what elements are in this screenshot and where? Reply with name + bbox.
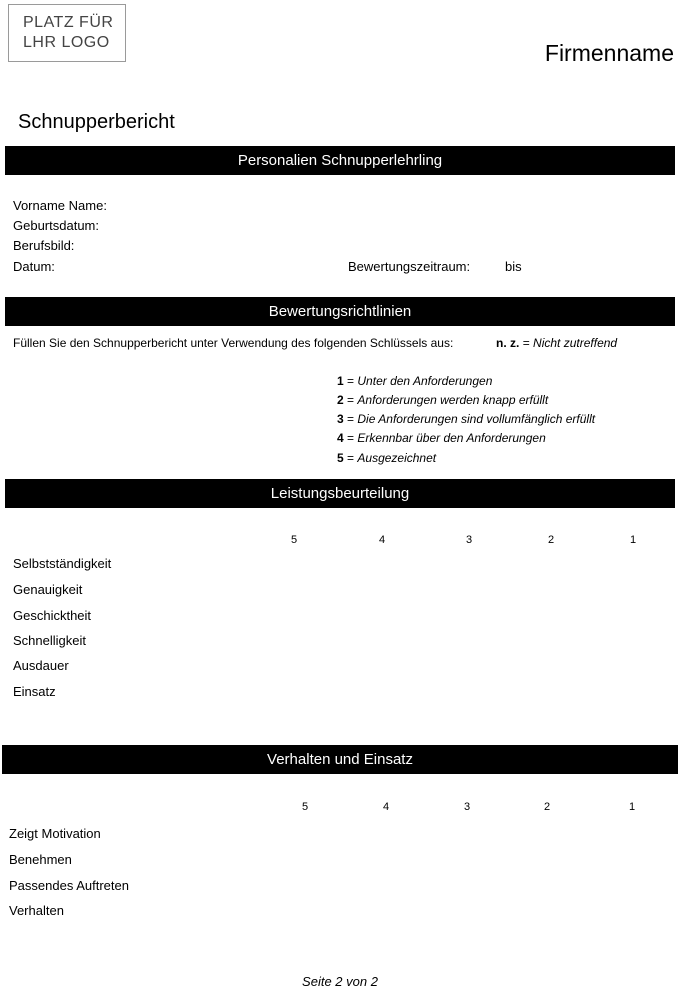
key-nz-eq: =: [522, 336, 530, 350]
key-nz-code: n. z.: [496, 336, 520, 350]
rating-column-header: 1: [629, 534, 637, 546]
criterion-label: Selbstständigkeit: [13, 556, 112, 571]
key-code: 2: [337, 393, 344, 407]
period-label: Bewertungszeitraum:: [348, 259, 471, 274]
key-eq: =: [347, 412, 355, 426]
field-date-label: Datum:: [13, 259, 55, 274]
rating-column-header: 4: [378, 534, 386, 546]
key-text: Ausgezeichnet: [357, 451, 437, 465]
document-title: Schnupperbericht: [18, 111, 175, 133]
key-code: 1: [337, 374, 344, 388]
key-eq: =: [347, 374, 355, 388]
key-text: Erkennbar über den Anforderungen: [357, 431, 546, 445]
company-name: Firmenname: [544, 40, 674, 66]
key-text: Anforderungen werden knapp erfüllt: [357, 393, 549, 407]
rating-column-header: 2: [547, 534, 555, 546]
criterion-label: Geschicktheit: [13, 608, 92, 623]
criterion-label: Benehmen: [9, 852, 72, 867]
criterion-label: Verhalten: [9, 903, 64, 918]
key-eq: =: [347, 451, 355, 465]
section-heading-behavior: Verhalten und Einsatz: [2, 745, 678, 774]
criterion-label: Genauigkeit: [13, 582, 83, 597]
section-heading-personal: Personalien Schnupperlehrling: [5, 146, 675, 175]
rating-column-header: 3: [465, 534, 473, 546]
rating-column-header: 2: [543, 801, 551, 813]
key-nz: [496, 336, 617, 350]
key-text: Die Anforderungen sind vollumfänglich erfüllt: [357, 412, 596, 426]
logo-placeholder: [8, 4, 126, 62]
criterion-label: Zeigt Motivation: [9, 826, 101, 841]
field-name-label: Vorname Name:: [13, 198, 107, 213]
key-code: 4: [337, 431, 344, 445]
key-scale-4: [337, 431, 546, 445]
rating-column-header: 5: [301, 801, 309, 813]
key-scale-2: [337, 393, 548, 407]
key-eq: =: [347, 393, 355, 407]
key-code: 5: [337, 451, 344, 465]
rating-column-header: 4: [382, 801, 390, 813]
field-birthdate-label: Geburtsdatum:: [13, 218, 99, 233]
key-eq: =: [347, 431, 355, 445]
rating-column-header: 1: [628, 801, 636, 813]
criterion-label: Passendes Auftreten: [9, 878, 129, 893]
key-nz-text: Nicht zutreffend: [533, 336, 618, 350]
rating-column-header: 5: [290, 534, 298, 546]
key-text: Unter den Anforderungen: [357, 374, 493, 388]
criterion-label: Schnelligkeit: [13, 633, 86, 648]
criterion-label: Einsatz: [13, 684, 56, 699]
section-heading-guidelines: Bewertungsrichtlinien: [5, 297, 675, 326]
section-heading-performance: Leistungsbeurteilung: [5, 479, 675, 508]
page-number: Seite 2 von 2: [302, 974, 378, 989]
period-bis-label: bis: [505, 259, 522, 274]
criterion-label: Ausdauer: [13, 658, 69, 673]
rating-column-header: 3: [463, 801, 471, 813]
guidelines-instruction: Füllen Sie den Schnupperbericht unter Verwendung des folgenden Schlüssels aus:: [13, 336, 454, 350]
key-code: 3: [337, 412, 344, 426]
logo-line-1: PLATZ FÜR: [23, 14, 114, 31]
logo-line-2: LHR LOGO: [23, 34, 110, 51]
key-scale-5: [337, 451, 436, 465]
field-profession-label: Berufsbild:: [13, 238, 75, 253]
key-scale-1: [337, 374, 492, 388]
key-scale-3: [337, 412, 595, 426]
